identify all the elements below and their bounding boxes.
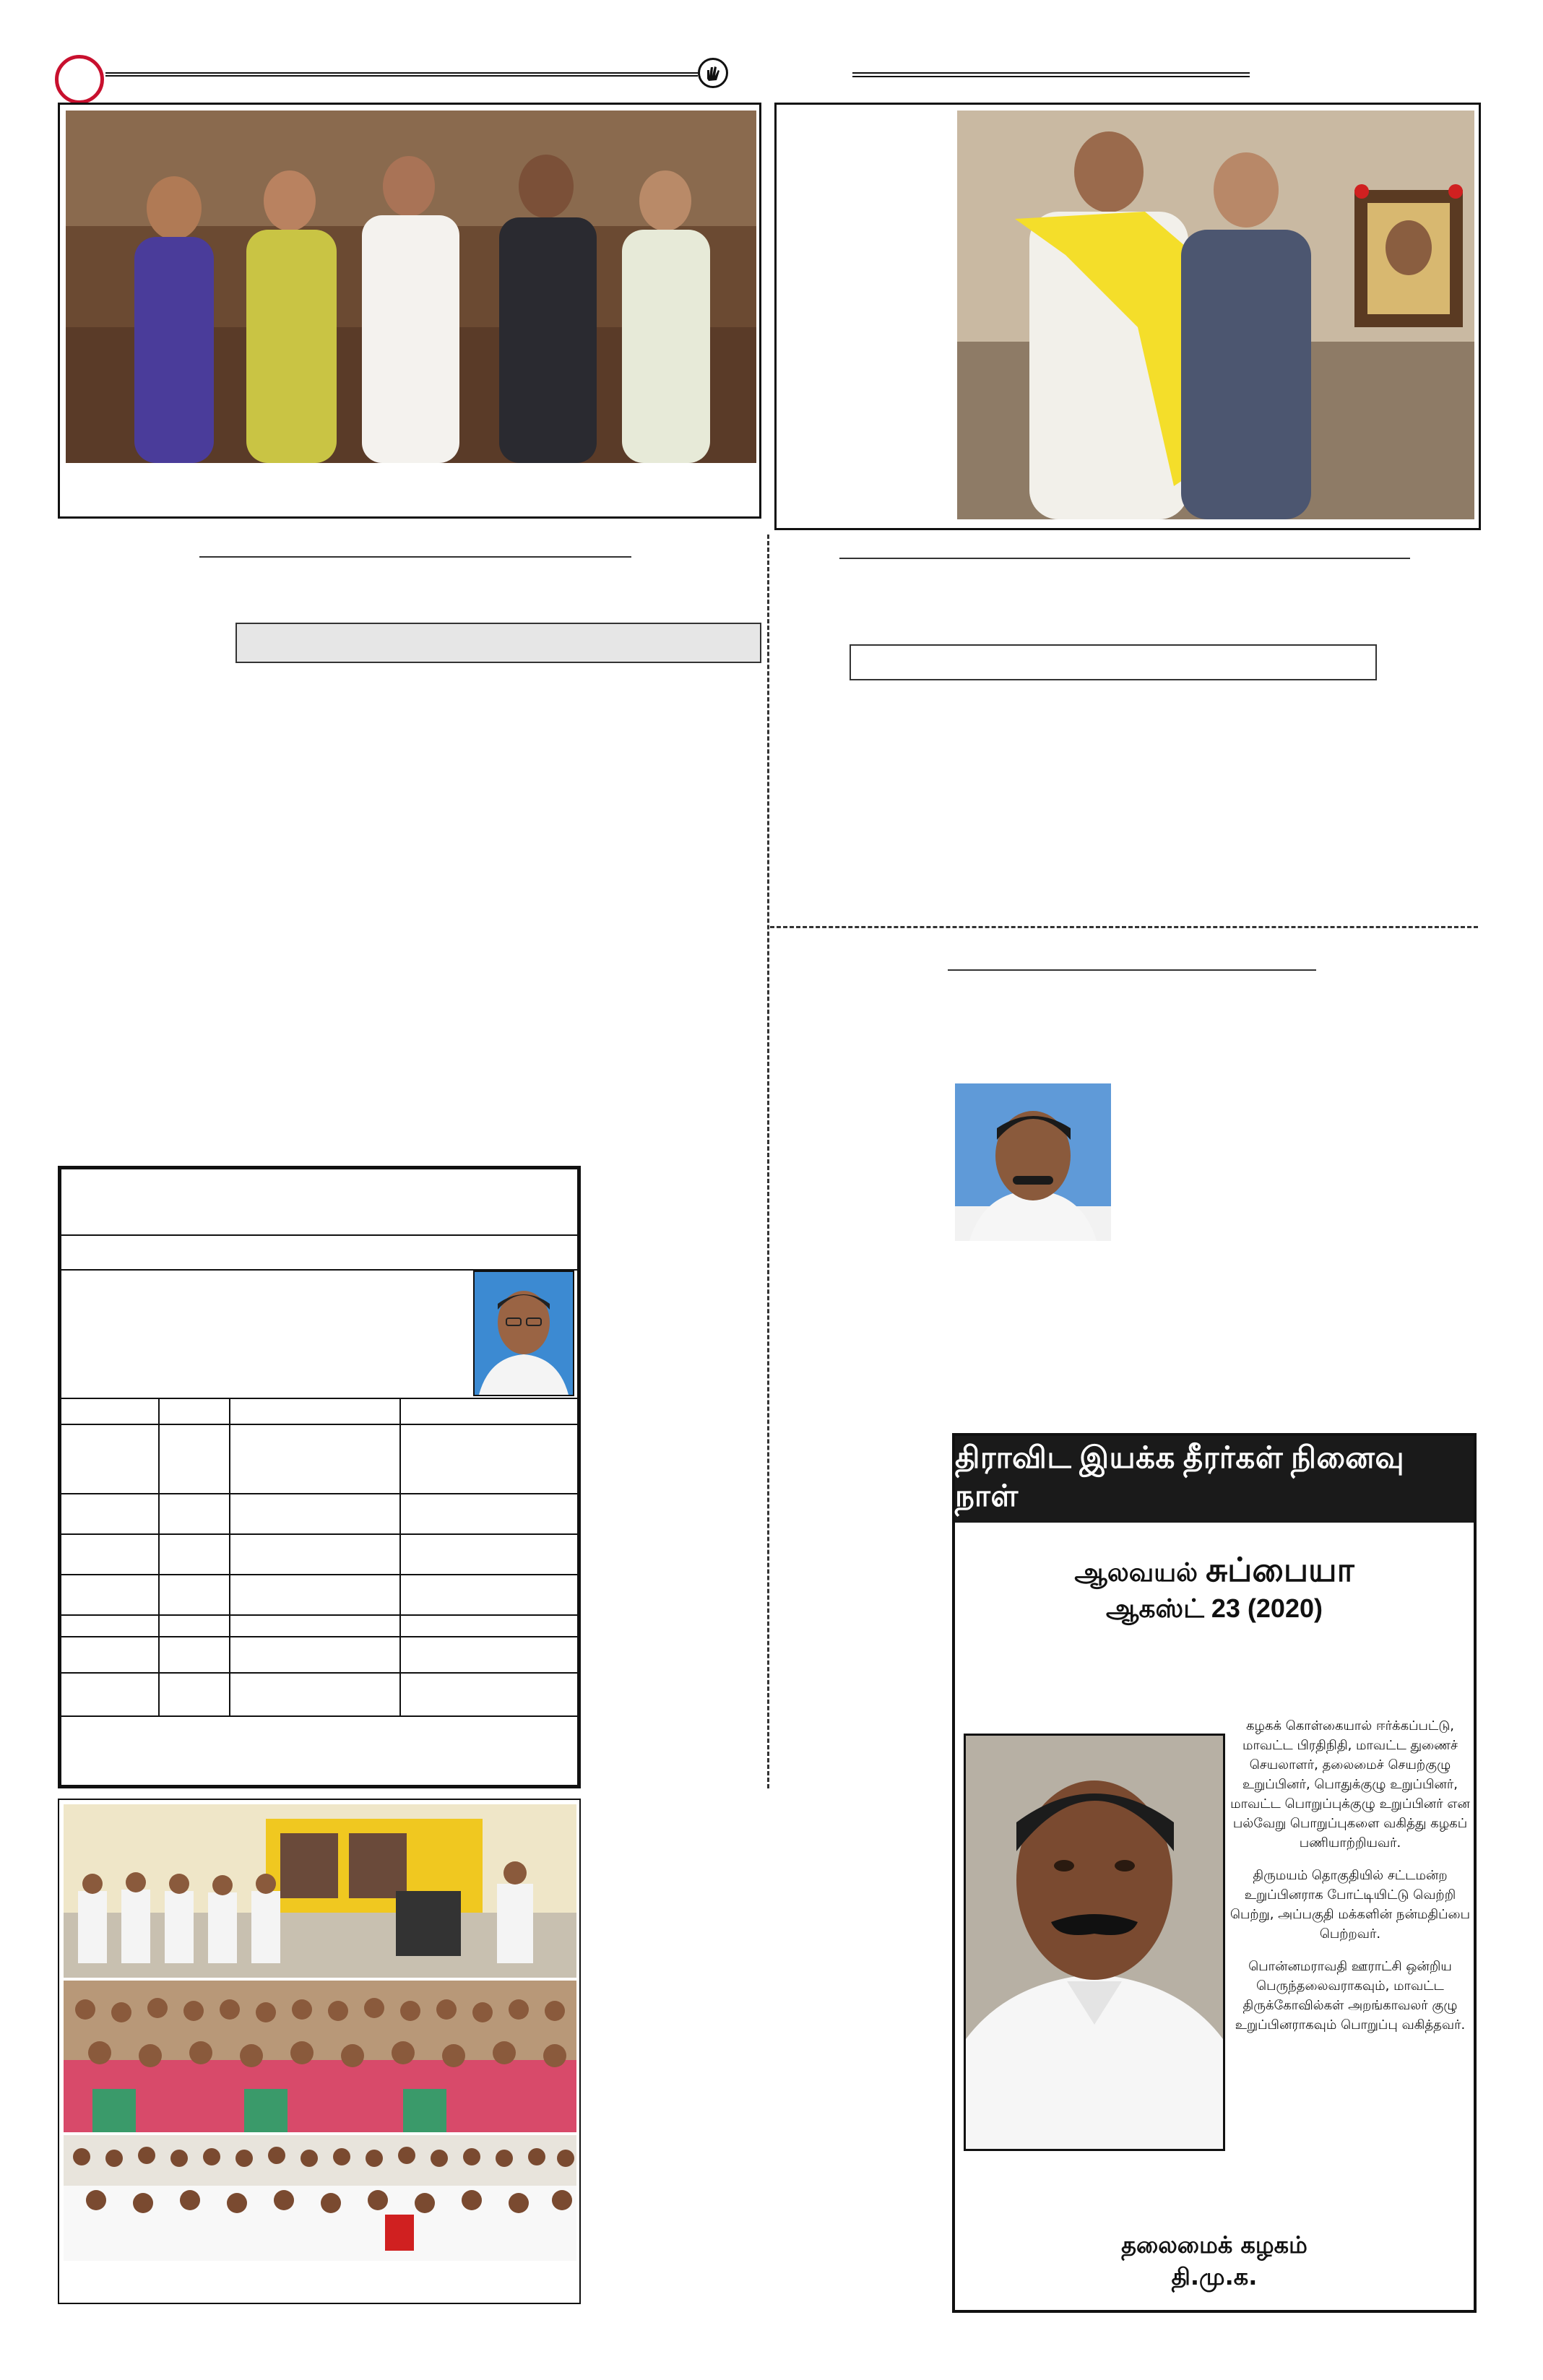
tribute-footer-party: தி.மு.க. bbox=[1171, 2263, 1258, 2290]
section-divider-right bbox=[770, 926, 1478, 928]
shawl-greeting-photo bbox=[957, 111, 1474, 519]
tribute-name-prefix: ஆலவயல் bbox=[1074, 1557, 1198, 1587]
portrait-man-mustache-small bbox=[955, 1083, 1111, 1241]
tribute-bio-para-1: கழகக் கொள்கையால் ஈர்க்கப்பட்டு, மாவட்ட பிரதிநிதி, மாவட்ட துணைச் செயலாளர், தலைமைச் செயற்குழு உறுப்பினர், பொதுக்குழு உறுப்பினர், மாவட்ட பொறுப்புக்குழு உறுப்பினர் என பல்வேறு பொறுப்புகளை வகித்து கழகப் பணியாற்றியவர். bbox=[1230, 1718, 1470, 1851]
memorial-tribute-ad bbox=[952, 1433, 1477, 2313]
stage-meeting-photo bbox=[64, 1804, 576, 1978]
data-table bbox=[60, 1398, 579, 1717]
tribute-bio-para-2: திருமயம் தொகுதியில் சட்டமன்ற உறுப்பினராக போட்டியிட்டு வெற்றி பெற்று, அப்பகுதி மக்களின் நன்மதிப்பை பெற்றவர். bbox=[1230, 1868, 1470, 1942]
audience-men-photo bbox=[64, 2135, 576, 2261]
column-divider bbox=[767, 535, 769, 1788]
photo-frame-top-left bbox=[58, 103, 761, 519]
tribute-bio bbox=[1227, 1716, 1474, 2035]
masthead-rule-left bbox=[105, 72, 698, 77]
event-photo-collage-frame bbox=[58, 1799, 581, 2304]
group-photo-five-people bbox=[66, 111, 756, 463]
hand-emblem-icon bbox=[698, 58, 728, 88]
rising-sun-circle-icon bbox=[55, 55, 104, 104]
headline-rule-left bbox=[199, 556, 631, 558]
tribute-footer-org: தலைமைக் கழகம் bbox=[1121, 2231, 1308, 2259]
tribute-date: ஆகஸ்ட் 23 (2020) bbox=[1106, 1593, 1323, 1623]
tribute-name-line bbox=[955, 1550, 1474, 1594]
masthead bbox=[0, 0, 1543, 94]
schedule-table-box bbox=[58, 1166, 581, 1788]
portrait-man-glasses bbox=[473, 1271, 574, 1396]
caption-box-right bbox=[850, 644, 1377, 680]
tribute-banner-title: திராவிட இயக்க தீரர்கள் நினைவு நாள் bbox=[955, 1442, 1405, 1513]
audience-women-photo bbox=[64, 1981, 576, 2132]
headline-rule-right-lower bbox=[948, 969, 1316, 971]
tribute-banner bbox=[955, 1436, 1474, 1523]
photo-frame-top-right bbox=[774, 103, 1481, 530]
tribute-bio-para-3: பொன்னமராவதி ஊராட்சி ஒன்றிய பெருந்தலைவராகவும், மாவட்ட திருக்கோவில்கள் அறங்காவலர் குழு உறுப்பினராகவும் பொறுப்பு வகித்தவர். bbox=[1235, 1959, 1466, 2033]
tribute-footer bbox=[955, 2229, 1474, 2293]
caption-strip-left bbox=[235, 623, 761, 663]
table-header-row bbox=[61, 1234, 577, 1236]
masthead-rule-right bbox=[852, 72, 1250, 77]
tribute-name-main: சுப்பையா bbox=[1206, 1551, 1354, 1588]
tribute-portrait bbox=[964, 1734, 1225, 2151]
headline-rule-right bbox=[839, 558, 1410, 559]
